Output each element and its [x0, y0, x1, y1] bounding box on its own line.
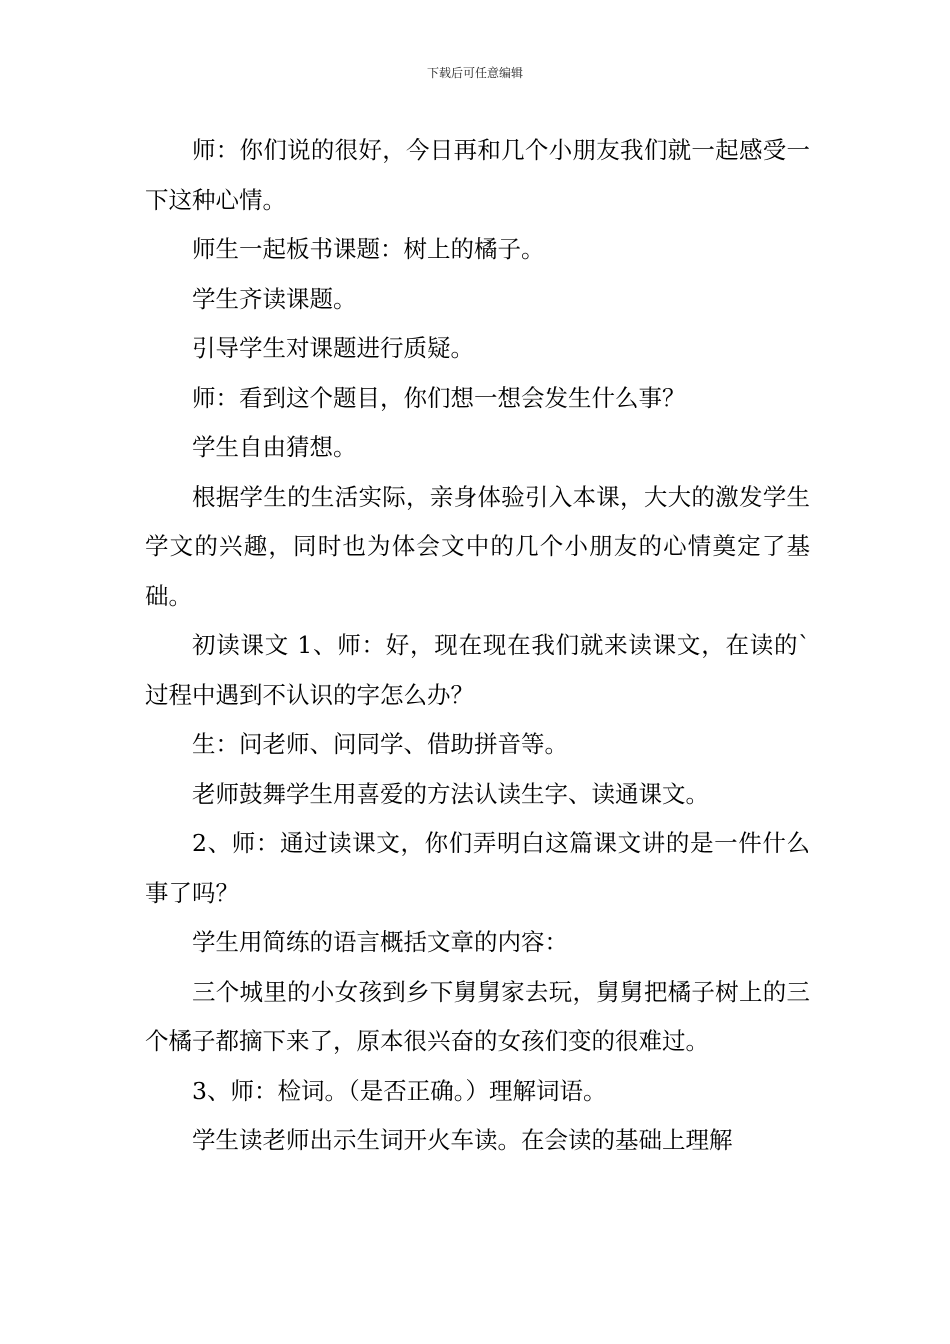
paragraph: 三个城里的小女孩到乡下舅舅家去玩，舅舅把橘子树上的三个橘子都摘下来了，原本很兴奋的女孩们变的很难过。 [145, 977, 810, 1055]
paragraph: 师：看到这个题目，你们想一想会发生什么事？ [192, 383, 686, 412]
paragraph: 师：你们说的很好，今日再和几个小朋友我们就一起感受一下这种心情。 [145, 136, 810, 214]
paragraph: 学生自由猜想。 [192, 433, 357, 461]
paragraph: 初读课文 1、师：好，现在现在我们就来读课文，在读的`过程中遇到不认识的字怎么办？ [145, 631, 810, 709]
document-body [145, 126, 810, 1166]
paragraph: 学生齐读课题。 [192, 284, 357, 313]
paragraph: 师生一起板书课题：树上的橘子。 [192, 235, 545, 263]
paragraph: 3、师：检词。（是否正确。）理解词语。 [192, 1076, 607, 1105]
paragraph: 根据学生的生活实际，亲身体验引入本课，大大的激发学生学文的兴趣，同时也为体会文中的几个小朋友的心情奠定了基础。 [145, 482, 810, 610]
page-header-note: 下载后可任意编辑 [426, 66, 523, 80]
paragraph: 引导学生对课题进行质疑。 [192, 334, 474, 362]
paragraph: 学生读老师出示生词开火车读。在会读的基础上理解 [192, 1126, 733, 1154]
paragraph: 老师鼓舞学生用喜爱的方法认读生字、读通课文。 [192, 779, 709, 808]
paragraph: 2、师：通过读课文，你们弄明白这篇课文讲的是一件什么事了吗？ [145, 829, 810, 907]
paragraph: 学生用简练的语言概括文章的内容： [192, 928, 568, 956]
paragraph: 生：问老师、问同学、借助拼音等。 [192, 730, 568, 758]
